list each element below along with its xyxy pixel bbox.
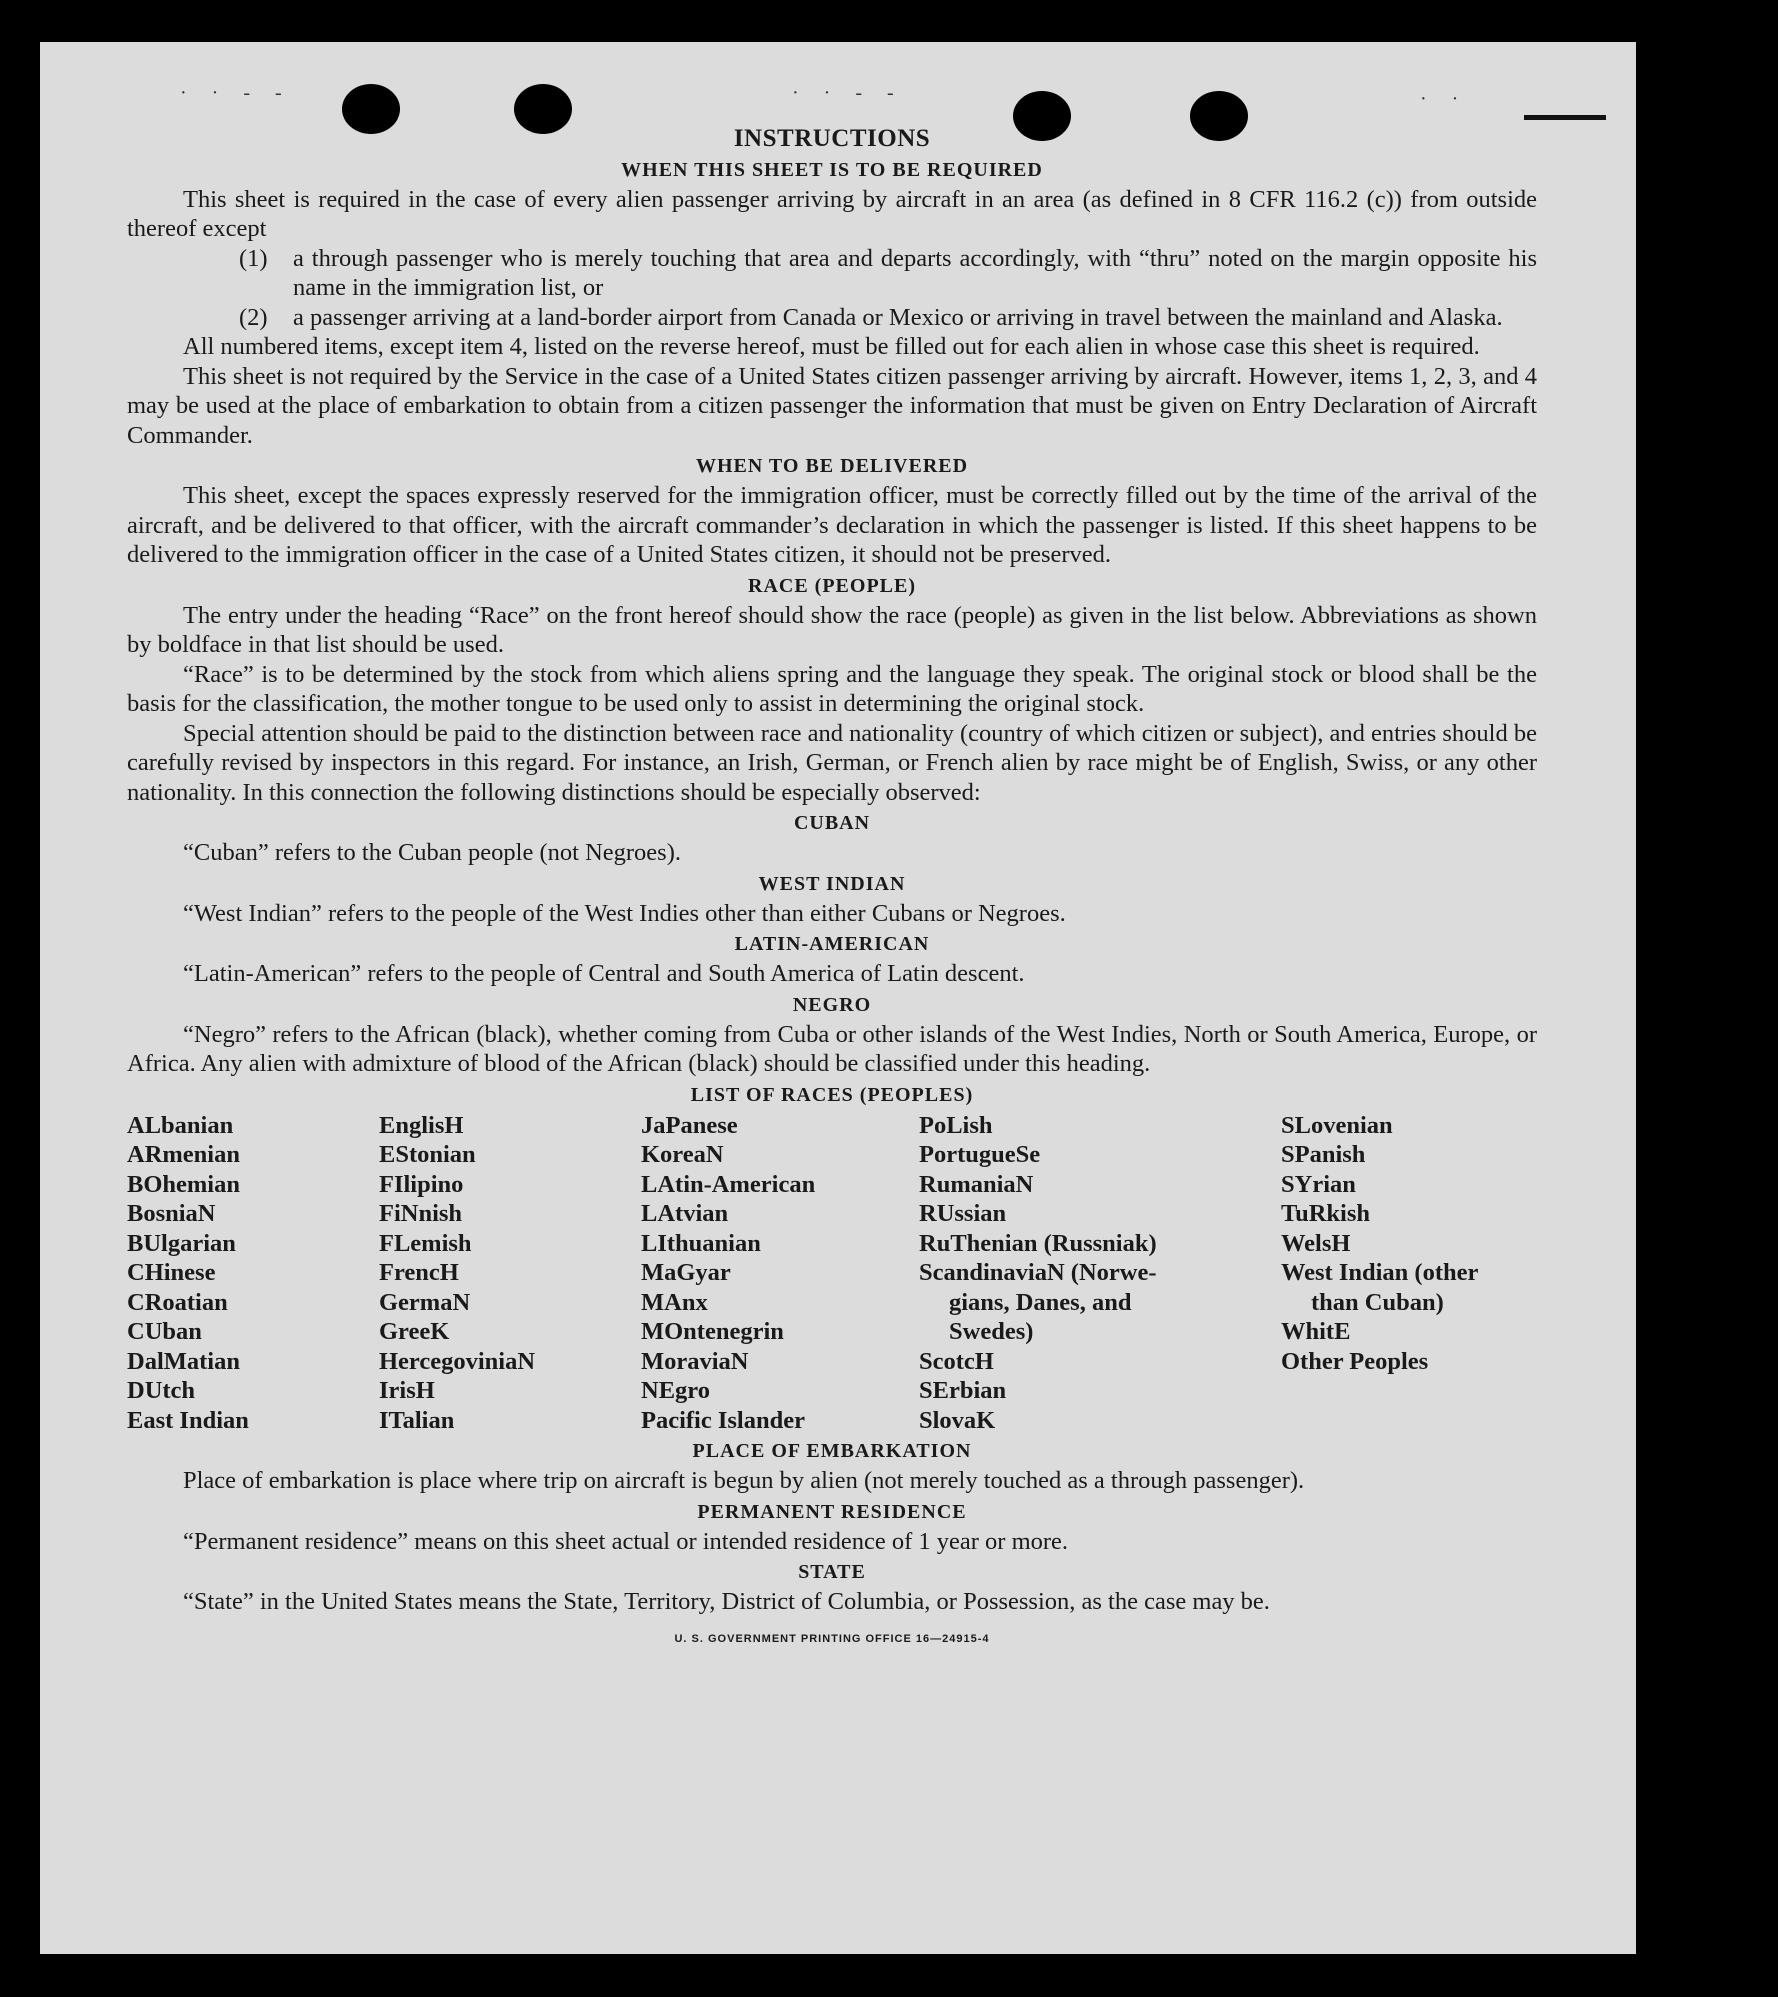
race-entry: SYrian (1281, 1170, 1356, 1198)
race-entry: NEgro (641, 1377, 710, 1404)
race-entry: ALbanian (127, 1111, 234, 1139)
races-column (127, 1111, 379, 1436)
race-entry: than Cuban) (1311, 1288, 1444, 1316)
heading-west-indian: WEST INDIAN (758, 872, 906, 895)
race-entry: LAtin-American (641, 1170, 816, 1198)
printing-office-footer: U. S. GOVERNMENT PRINTING OFFICE 16—24915-4 (674, 1632, 990, 1645)
required-paragraph-2: All numbered items, except item 4, listed on the reverse hereof, must be filled out for each alien in whose case this sheet is required. (183, 333, 1480, 360)
race-entry: HercegoviniaN (379, 1347, 536, 1375)
race-entry: WhitE (1281, 1318, 1351, 1345)
race-entry: LAtvian (641, 1200, 729, 1227)
item-text: a passenger arriving at a land-border airport from Canada or Mexico or arriving in travel between the mainland and Alaska. (293, 303, 1503, 331)
race-entry: FrencH (379, 1259, 459, 1286)
race-entry: SPanish (1281, 1141, 1366, 1168)
race-entry: MOntenegrin (641, 1318, 784, 1345)
race-entry: PoLish (919, 1111, 993, 1139)
scan-noise: · · ‐ ‐ (792, 82, 904, 104)
races-column (641, 1111, 919, 1436)
race-entry: CRoatian (127, 1288, 228, 1316)
heading-embarkation: PLACE OF EMBARKATION (692, 1440, 972, 1462)
race-entry: LIthuanian (641, 1229, 761, 1257)
race-entry: ScandinaviaN (Norwe- (919, 1259, 1157, 1286)
race-entry: MAnx (641, 1288, 708, 1316)
heading-delivered: WHEN TO BE DELIVERED (695, 455, 969, 477)
race-entry: SlovaK (919, 1406, 996, 1434)
residence-text: “Permanent residence” means on this sheet actual or intended residence of 1 year or more. (183, 1527, 1069, 1555)
race-entry: WelsH (1281, 1229, 1351, 1257)
races-column (919, 1111, 1281, 1436)
race-paragraph-2: “Race” is to be determined by the stock from which aliens spring and the language they speak. The original stock or blood shall be the basis for the classification, the mother tongue to be used only to assist in determining the original stock. (127, 660, 1537, 717)
negro-text: “Negro” refers to the African (black), whether coming from Cuba or other islands of the West Indies, North or South America, Europe, or Africa. Any alien with admixture of blood of the African (black) should be classified under this heading. (127, 1020, 1537, 1077)
scan-noise: · · ‐ ‐ (180, 82, 292, 104)
race-entry: MaGyar (641, 1259, 731, 1286)
heading-latin-american: LATIN-AMERICAN (734, 933, 930, 955)
race-entry: EnglisH (379, 1111, 464, 1139)
race-entry: RumaniaN (919, 1170, 1034, 1198)
race-entry: TuRkish (1281, 1200, 1371, 1227)
race-entry: JaPanese (641, 1111, 738, 1139)
race-entry: FIlipino (379, 1170, 464, 1198)
latin-american-text: “Latin-American” refers to the people of Central and South America of Latin descent. (183, 960, 1025, 987)
race-entry: CHinese (127, 1259, 216, 1286)
scan-noise: · · (1420, 88, 1469, 110)
race-entry: FLemish (379, 1229, 472, 1257)
required-intro: This sheet is required in the case of every alien passenger arriving by aircraft in an area (as defined in 8 CFR 116.2 (c)) from outside thereof except (127, 185, 1537, 242)
race-entry: RUssian (919, 1200, 1007, 1227)
race-entry: BosniaN (127, 1200, 216, 1227)
item-number: (1) (239, 244, 268, 272)
race-entry: Pacific Islander (641, 1406, 805, 1434)
race-entry: SErbian (919, 1377, 1007, 1404)
cuban-text: “Cuban” refers to the Cuban people (not Negroes). (183, 839, 681, 866)
document-sheet (40, 42, 1636, 1954)
race-entry: gians, Danes, and (949, 1288, 1132, 1316)
races-list (127, 1111, 1537, 1436)
race-entry: ScotcH (919, 1347, 994, 1375)
required-paragraph-3: This sheet is not required by the Service in the case of a United States citizen passenger arriving by aircraft. However, items 1, 2, 3, and 4 may be used at the place of embarkation to obtain from a citizen passenger the information that must be given on Entry Declaration of Aircraft Commander. (127, 362, 1537, 449)
race-entry: BUlgarian (127, 1229, 236, 1257)
heading-list-of-races: LIST OF RACES (PEOPLES) (690, 1083, 974, 1106)
instructions-content (127, 120, 1537, 1654)
race-entry: DalMatian (127, 1347, 240, 1375)
race-paragraph-3: Special attention should be paid to the distinction between race and nationality (country of which citizen or subject), and entries should be carefully revised by inspectors in this regard. For instance, an Irish, German, or French alien by race might be of English, Swiss, or any other nationality. In this connection the following distinctions should be especially observed: (127, 719, 1537, 806)
race-entry: MoraviaN (641, 1347, 749, 1375)
heading-required: WHEN THIS SHEET IS TO BE REQUIRED (621, 158, 1043, 181)
race-entry: EStonian (379, 1141, 476, 1168)
races-column (379, 1111, 641, 1436)
page-title: INSTRUCTIONS (733, 125, 931, 152)
race-entry: GermaN (379, 1288, 471, 1316)
heading-race: RACE (PEOPLE) (748, 574, 916, 597)
heading-negro: NEGRO (792, 993, 872, 1016)
race-entry: DUtch (127, 1377, 196, 1404)
race-entry: ARmenian (127, 1141, 240, 1168)
exception-item (239, 303, 1537, 333)
races-column (1281, 1111, 1531, 1436)
item-text: a through passenger who is merely touching that area and departs accordingly, with “thru” noted on the margin opposite his name in the immigration list, or (293, 244, 1537, 301)
race-entry: BOhemian (127, 1170, 240, 1198)
race-entry: PortugueSe (919, 1141, 1041, 1168)
heading-cuban: CUBAN (793, 812, 871, 834)
heading-permanent-residence: PERMANENT RESIDENCE (697, 1500, 967, 1523)
embarkation-text: Place of embarkation is place where trip on aircraft is begun by alien (not merely touched as a through passenger). (183, 1467, 1305, 1494)
race-entry: SLovenian (1281, 1111, 1393, 1139)
race-paragraph-1: The entry under the heading “Race” on the front hereof should show the race (people) as given in the list below. Abbreviations as shown by boldface in that list should be used. (127, 601, 1537, 658)
state-text: “State” in the United States means the State, Territory, District of Columbia, or Possession, as the case may be. (183, 1588, 1270, 1615)
race-entry: IrisH (379, 1377, 435, 1404)
west-indian-text: “West Indian” refers to the people of the West Indies other than either Cubans or Negroes. (183, 899, 1066, 927)
race-entry: ITalian (379, 1406, 455, 1434)
race-entry: Other Peoples (1281, 1347, 1429, 1375)
delivered-paragraph: This sheet, except the spaces expressly reserved for the immigration officer, must be correctly filled out by the time of the arrival of the aircraft, and be delivered to that officer, with the aircraft commander’s declaration in which the passenger is listed. If this sheet happens to be delivered to the immigration officer in the case of a United States citizen, it should not be preserved. (127, 482, 1537, 568)
race-entry: GreeK (379, 1318, 450, 1345)
race-entry: West Indian (other (1281, 1259, 1479, 1286)
race-entry: East Indian (127, 1406, 249, 1434)
heading-state: STATE (798, 1561, 866, 1583)
exception-item (239, 244, 1537, 303)
race-entry: CUban (127, 1318, 202, 1345)
race-entry: Swedes) (949, 1318, 1034, 1345)
race-entry: KoreaN (641, 1141, 724, 1168)
race-entry: RuThenian (Russniak) (919, 1229, 1157, 1257)
race-entry: FiNnish (379, 1200, 463, 1227)
item-number: (2) (239, 303, 268, 331)
